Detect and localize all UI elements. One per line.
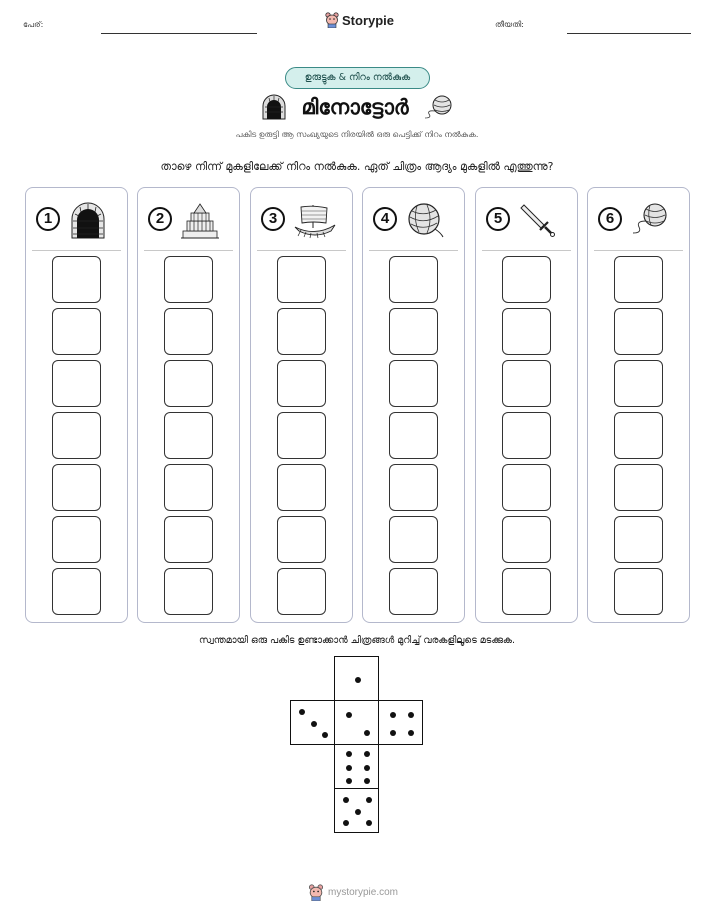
instruction: താഴെ നിന്ന് മുകളിലേക്ക് നിറം നൽകുക. ഏത് ചിത്രം ആദ്യം മുകളിൽ എത്തുന്നു? bbox=[160, 160, 554, 173]
brand-name: Storypie bbox=[342, 12, 395, 28]
die-pip bbox=[343, 797, 349, 803]
color-box[interactable] bbox=[502, 256, 551, 303]
color-box[interactable] bbox=[502, 360, 551, 407]
column-5 bbox=[475, 187, 578, 623]
die-pip bbox=[408, 730, 414, 736]
column-header bbox=[26, 188, 127, 250]
page-title: മിനോട്ടോർ bbox=[301, 94, 409, 119]
title-row bbox=[0, 90, 714, 124]
date-label: തീയതി: bbox=[495, 20, 524, 29]
die-pip bbox=[390, 712, 396, 718]
column-divider bbox=[32, 250, 121, 251]
color-box[interactable] bbox=[52, 360, 101, 407]
column-4 bbox=[362, 187, 465, 623]
column-2 bbox=[137, 187, 240, 623]
color-box[interactable] bbox=[52, 516, 101, 563]
color-box[interactable] bbox=[164, 360, 213, 407]
name-line[interactable] bbox=[101, 33, 257, 34]
palace-icon bbox=[180, 201, 220, 243]
die-pip bbox=[408, 712, 414, 718]
die-pip bbox=[364, 778, 370, 784]
color-box[interactable] bbox=[614, 568, 663, 615]
column-divider bbox=[257, 250, 346, 251]
color-box[interactable] bbox=[502, 516, 551, 563]
die-pip bbox=[346, 778, 352, 784]
color-box[interactable] bbox=[164, 412, 213, 459]
die-pip bbox=[355, 809, 361, 815]
die-pip bbox=[364, 765, 370, 771]
yarn-thread-icon bbox=[423, 94, 453, 120]
die-pip bbox=[346, 751, 352, 757]
color-box[interactable] bbox=[277, 256, 326, 303]
die-face-5[interactable] bbox=[334, 788, 379, 833]
color-box[interactable] bbox=[614, 516, 663, 563]
tunnel-door-icon bbox=[261, 94, 287, 120]
color-box[interactable] bbox=[502, 464, 551, 511]
column-number: 5 bbox=[486, 207, 510, 231]
color-box[interactable] bbox=[389, 568, 438, 615]
die-pip bbox=[311, 721, 317, 727]
column-divider bbox=[482, 250, 571, 251]
color-box[interactable] bbox=[502, 412, 551, 459]
color-box[interactable] bbox=[614, 412, 663, 459]
yarn-thread-icon bbox=[630, 201, 670, 243]
color-box[interactable] bbox=[614, 256, 663, 303]
sword-icon bbox=[518, 201, 558, 243]
color-box[interactable] bbox=[277, 568, 326, 615]
column-header bbox=[363, 188, 464, 250]
color-box[interactable] bbox=[614, 464, 663, 511]
column-header bbox=[588, 188, 689, 250]
color-box[interactable] bbox=[389, 256, 438, 303]
brand-logo bbox=[325, 12, 394, 28]
color-box[interactable] bbox=[277, 464, 326, 511]
die-pip bbox=[346, 765, 352, 771]
color-box[interactable] bbox=[164, 256, 213, 303]
die-pip bbox=[366, 797, 372, 803]
column-divider bbox=[594, 250, 683, 251]
color-box[interactable] bbox=[164, 568, 213, 615]
die-face-4[interactable] bbox=[378, 700, 423, 745]
activity-tag: ഉരുട്ടുക & നിറം നൽകുക bbox=[285, 67, 430, 89]
die-face-1[interactable] bbox=[334, 656, 379, 701]
column-number: 6 bbox=[598, 207, 622, 231]
color-box[interactable] bbox=[277, 308, 326, 355]
color-box[interactable] bbox=[164, 308, 213, 355]
color-box[interactable] bbox=[614, 308, 663, 355]
color-box[interactable] bbox=[502, 308, 551, 355]
subtitle: പകിട ഉരുട്ടി ആ സംഖ്യയുടെ നിരയിൽ ഒരു പെട്ടിക്ക് നിറം നൽകുക. bbox=[235, 130, 479, 139]
color-box[interactable] bbox=[52, 308, 101, 355]
color-box[interactable] bbox=[52, 412, 101, 459]
color-box[interactable] bbox=[52, 464, 101, 511]
die-pip bbox=[299, 709, 305, 715]
die-face-6[interactable] bbox=[334, 744, 379, 789]
die-pip bbox=[364, 730, 370, 736]
die-pip bbox=[390, 730, 396, 736]
die-pip bbox=[364, 751, 370, 757]
column-3 bbox=[250, 187, 353, 623]
ship-icon bbox=[293, 201, 337, 243]
color-box[interactable] bbox=[614, 360, 663, 407]
color-box[interactable] bbox=[52, 256, 101, 303]
die-pip bbox=[366, 820, 372, 826]
footer-url: mystorypie.com bbox=[328, 887, 399, 898]
color-box[interactable] bbox=[52, 568, 101, 615]
color-box[interactable] bbox=[389, 360, 438, 407]
name-label: പേര്: bbox=[23, 20, 44, 29]
die-pip bbox=[346, 712, 352, 718]
color-box[interactable] bbox=[164, 464, 213, 511]
date-line[interactable] bbox=[567, 33, 691, 34]
color-box[interactable] bbox=[389, 412, 438, 459]
die-pip bbox=[343, 820, 349, 826]
footer bbox=[308, 884, 398, 901]
bear-icon bbox=[308, 884, 324, 901]
column-divider bbox=[369, 250, 458, 251]
yarn-ball-icon bbox=[405, 201, 445, 243]
column-number: 2 bbox=[148, 207, 172, 231]
die-face-2[interactable] bbox=[334, 700, 379, 745]
die-face-3[interactable] bbox=[290, 700, 335, 745]
color-box[interactable] bbox=[502, 568, 551, 615]
column-number: 3 bbox=[261, 207, 285, 231]
color-box[interactable] bbox=[389, 308, 438, 355]
column-header bbox=[138, 188, 239, 250]
die-pip bbox=[355, 677, 361, 683]
color-box[interactable] bbox=[389, 464, 438, 511]
column-divider bbox=[144, 250, 233, 251]
color-box[interactable] bbox=[389, 516, 438, 563]
color-box[interactable] bbox=[277, 360, 326, 407]
fold-instruction: സ്വന്തമായി ഒരു പകിട ഉണ്ടാക്കാൻ ചിത്രങ്ങൾ മുറിച്ച് വരകളിലൂടെ മടക്കുക. bbox=[198, 635, 516, 646]
color-box[interactable] bbox=[277, 412, 326, 459]
color-box[interactable] bbox=[164, 516, 213, 563]
bear-icon bbox=[325, 12, 339, 28]
column-number: 1 bbox=[36, 207, 60, 231]
column-header bbox=[251, 188, 352, 250]
column-header bbox=[476, 188, 577, 250]
column-6 bbox=[587, 187, 690, 623]
tunnel-door-icon bbox=[68, 201, 108, 243]
die-pip bbox=[322, 732, 328, 738]
column-1 bbox=[25, 187, 128, 623]
color-box[interactable] bbox=[277, 516, 326, 563]
column-number: 4 bbox=[373, 207, 397, 231]
